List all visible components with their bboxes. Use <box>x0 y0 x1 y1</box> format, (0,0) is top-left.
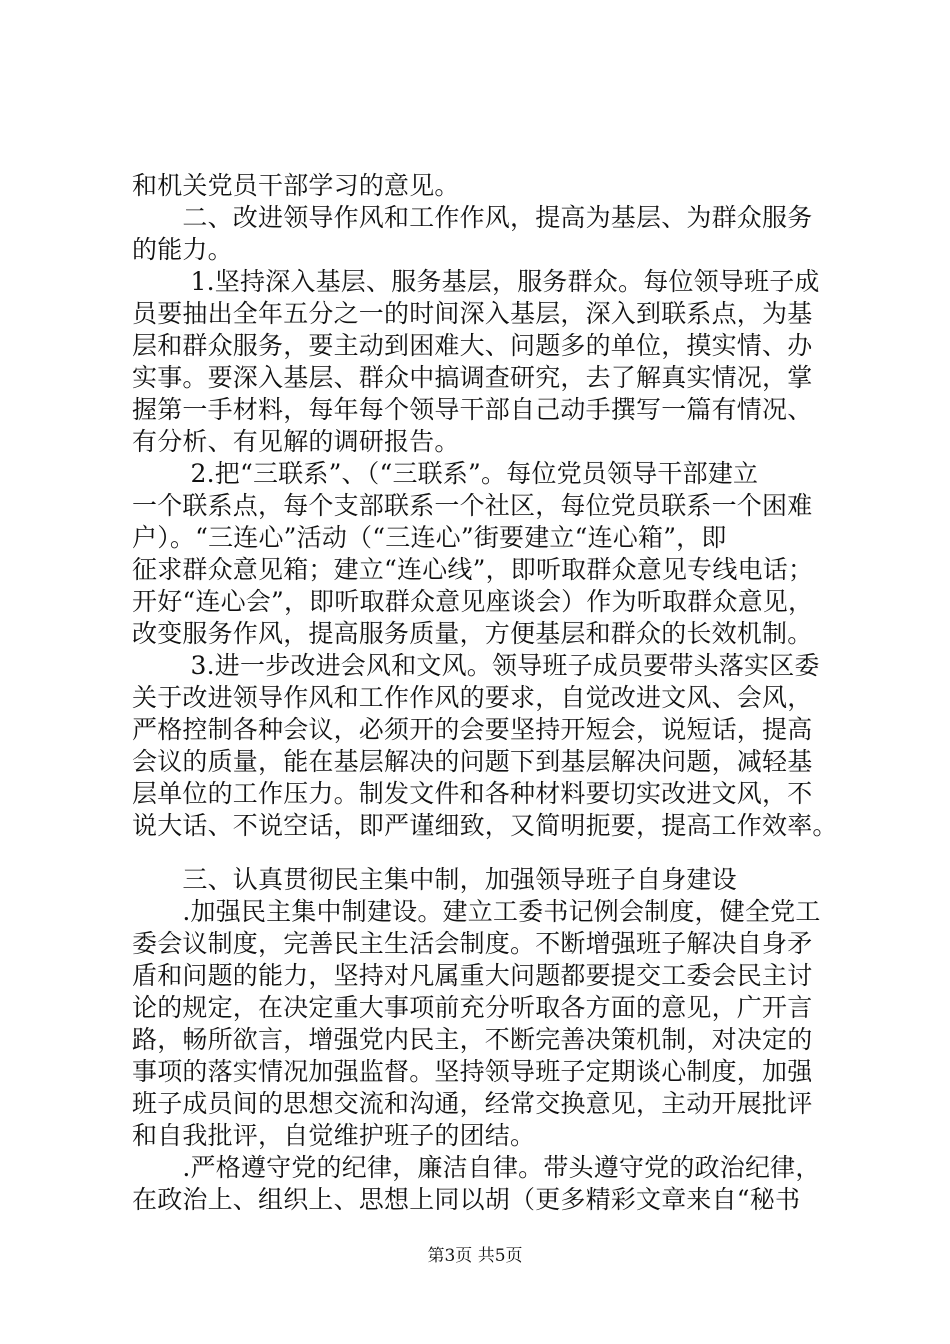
paragraph-item-2: 2.把“三联系”、（“三联系”。每位党员领导干部建立 <box>132 459 759 488</box>
body-line: 征求群众意见箱；建立“连心线”，即听取群众意见专线电话； <box>132 555 814 584</box>
body-line: 严格控制各种会议，必须开的会要坚持开短会，说短话，提高 <box>132 715 813 744</box>
body-line: 一个联系点，每个支部联系一个社区，每位党员联系一个困难 <box>132 491 813 520</box>
paragraph-item-1: 1.坚持深入基层、服务基层，服务群众。每位领导班子成 <box>132 267 820 296</box>
paragraph-gap <box>132 842 844 864</box>
body-line: 户）。“三连心”活动（“三连心”街要建立“连心箱”，即 <box>132 523 727 552</box>
body-line: 事项的落实情况加强监督。坚持领导班子定期谈心制度，加强 <box>132 1057 813 1086</box>
paragraph-item: .加强民主集中制建设。建立工委书记例会制度，健全党工 <box>132 897 821 926</box>
body-line: 有分析、有见解的调研报告。 <box>132 427 460 456</box>
paragraph-item-3: 3.进一步改进会风和文风。领导班子成员要带头落实区委 <box>132 651 820 680</box>
body-line: 委会议制度，完善民主生活会制度。不断增强班子解决自身矛 <box>132 929 813 958</box>
body-line: 班子成员间的思想交流和沟通，经常交换意见，主动开展批评 <box>132 1089 813 1118</box>
paragraph-item: .严格遵守党的纪律，廉洁自律。带头遵守党的政治纪律， <box>132 1153 821 1182</box>
body-line: 和自我批评，自觉维护班子的团结。 <box>132 1121 536 1150</box>
body-line: 的能力。 <box>132 235 233 264</box>
body-line: 层单位的工作压力。制发文件和各种材料要切实改进文风，不 <box>132 779 813 808</box>
body-line: 路，畅所欲言，增强党内民主，不断完善决策机制，对决定的 <box>132 1025 813 1054</box>
body-line: 开好“连心会”，即听取群众意见座谈会）作为听取群众意见， <box>132 587 814 616</box>
body-line: 关于改进领导作风和工作作风的要求，自觉改进文风、会风， <box>132 683 813 712</box>
body-line: 改变服务作风，提高服务质量，方便基层和群众的长效机制。 <box>132 619 813 648</box>
body-line: 层和群众服务，要主动到困难大、问题多的单位，摸实情、办 <box>132 331 813 360</box>
document-body <box>132 170 844 1216</box>
body-line: 盾和问题的能力，坚持对凡属重大问题都要提交工委会民主讨 <box>132 961 813 990</box>
section-heading-2: 二、改进领导作风和工作作风，提高为基层、为群众服务 <box>132 203 813 232</box>
body-line: 会议的质量，能在基层解决的问题下到基层解决问题，减轻基 <box>132 747 813 776</box>
body-line: 论的规定，在决定重大事项前充分听取各方面的意见，广开言 <box>132 993 813 1022</box>
body-line: 在政治上、组织上、思想上同以胡（更多精彩文章来自“秘书 <box>132 1185 801 1214</box>
body-line: 和机关党员干部学习的意见。 <box>132 171 460 200</box>
body-line: 说大话、不说空话，即严谨细致，又简明扼要，提高工作效率。 <box>132 811 838 840</box>
page-number-footer: 第3页 共5页 <box>427 1246 523 1266</box>
body-line: 握第一手材料，每年每个领导干部自己动手撰写一篇有情况、 <box>132 395 813 424</box>
body-line: 员要抽出全年五分之一的时间深入基层，深入到联系点，为基 <box>132 299 813 328</box>
section-heading-3: 三、认真贯彻民主集中制，加强领导班子自身建设 <box>132 865 737 894</box>
body-line: 实事。要深入基层、群众中搞调查研究，去了解真实情况，掌 <box>132 363 813 392</box>
